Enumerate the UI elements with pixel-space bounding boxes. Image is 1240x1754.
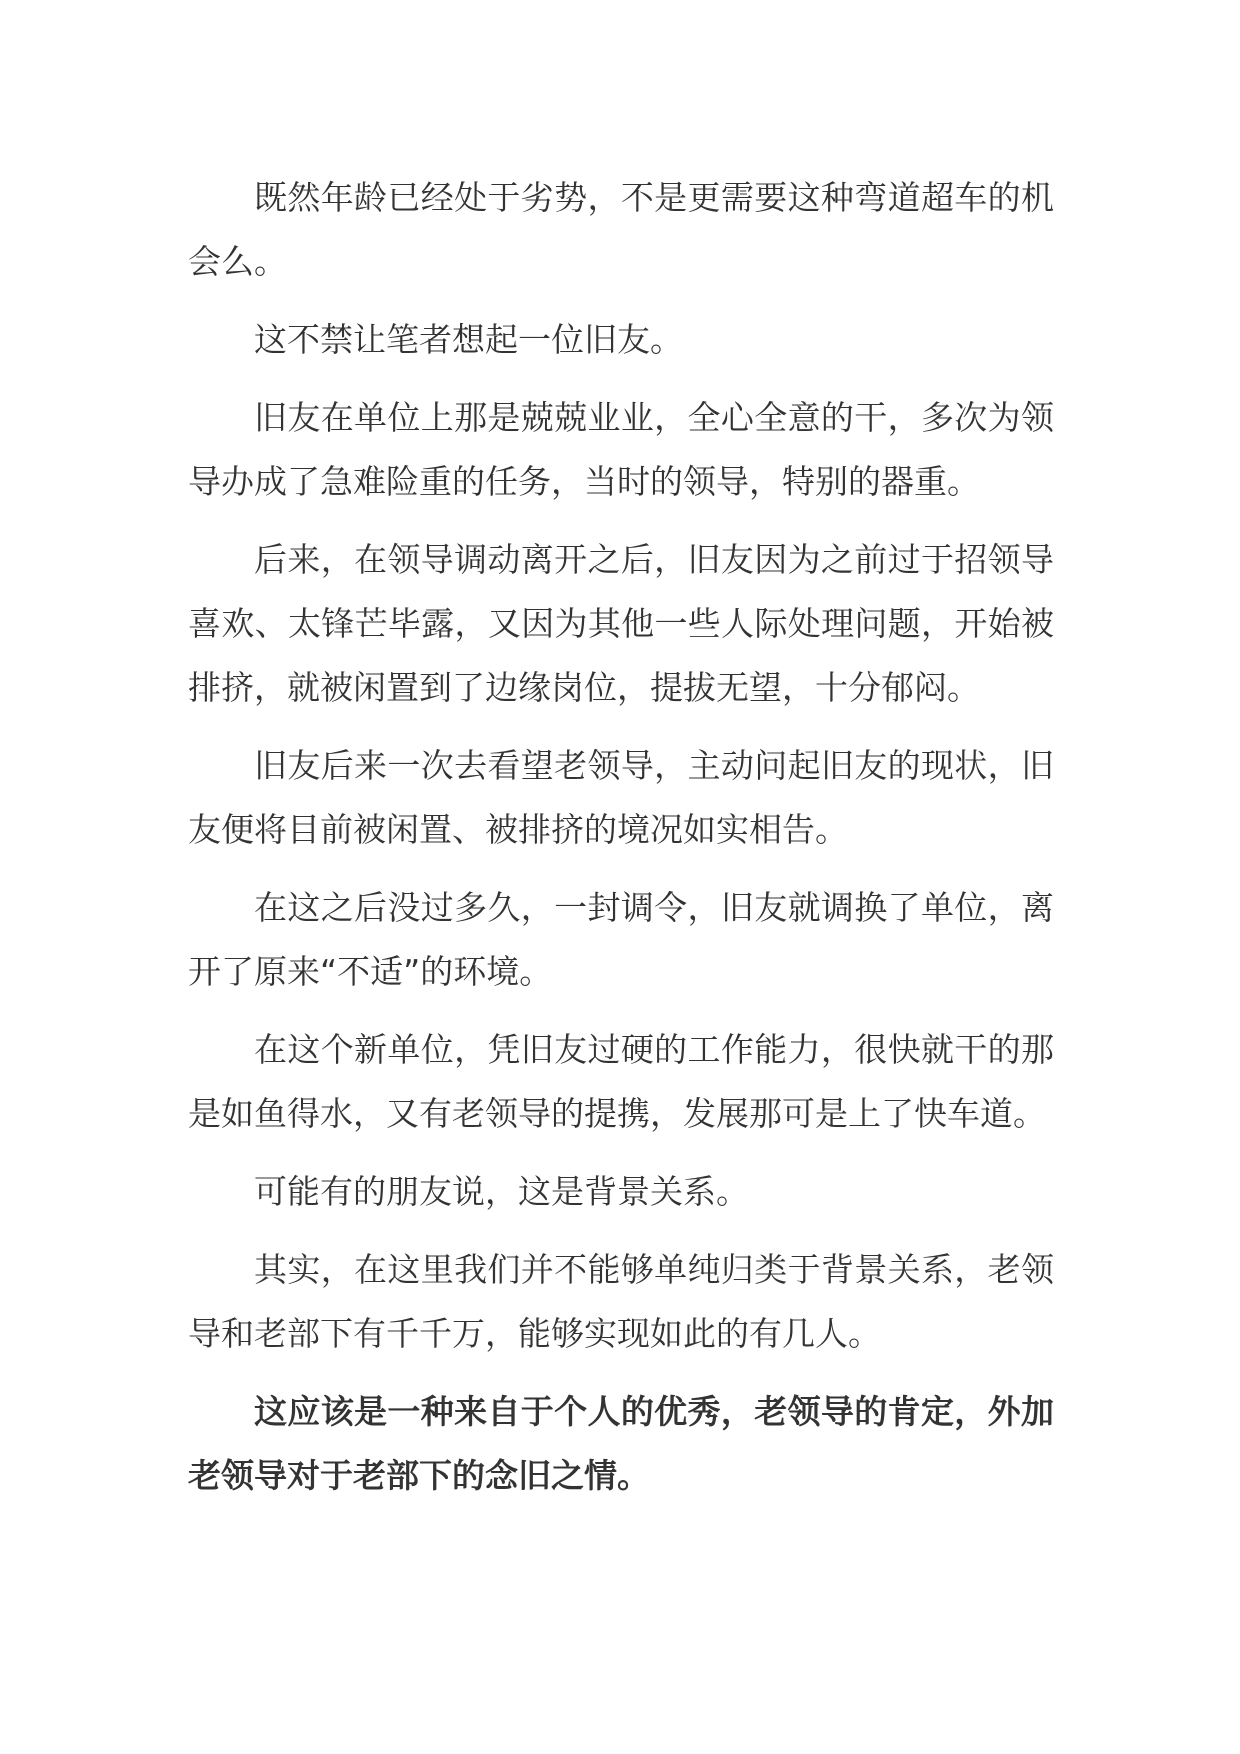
document-body: [188, 166, 1054, 1522]
emphasis-paragraph: 这应该是一种来自于个人的优秀，老领导的肯定，外加老领导对于老部下的念旧之情。: [188, 1392, 1054, 1495]
paragraph: 后来，在领导调动离开之后，旧友因为之前过于招领导喜欢、太锋芒毕露，又因为其他一些人际处理问题，开始被排挤，就被闲置到了边缘岗位，提拔无望，十分郁闷。: [188, 540, 1054, 707]
paragraph: 可能有的朋友说，这是背景关系。: [254, 1172, 749, 1211]
paragraph: 在这之后没过多久，一封调令，旧友就调换了单位，离开了原来“不适”的环境。: [188, 888, 1054, 991]
paragraph: 既然年龄已经处于劣势，不是更需要这种弯道超车的机会么。: [188, 178, 1054, 281]
paragraph: 其实，在这里我们并不能够单纯归类于背景关系，老领导和老部下有千千万，能够实现如此的有几人。: [188, 1250, 1054, 1353]
paragraph: 旧友在单位上那是兢兢业业，全心全意的干，多次为领导办成了急难险重的任务，当时的领导，特别的器重。: [188, 398, 1054, 501]
paragraph: 旧友后来一次去看望老领导，主动问起旧友的现状，旧友便将目前被闲置、被排挤的境况如实相告。: [188, 746, 1054, 849]
paragraph: 这不禁让笔者想起一位旧友。: [254, 320, 683, 359]
paragraph: 在这个新单位，凭旧友过硬的工作能力，很快就干的那是如鱼得水，又有老领导的提携，发展那可是上了快车道。: [188, 1030, 1054, 1133]
